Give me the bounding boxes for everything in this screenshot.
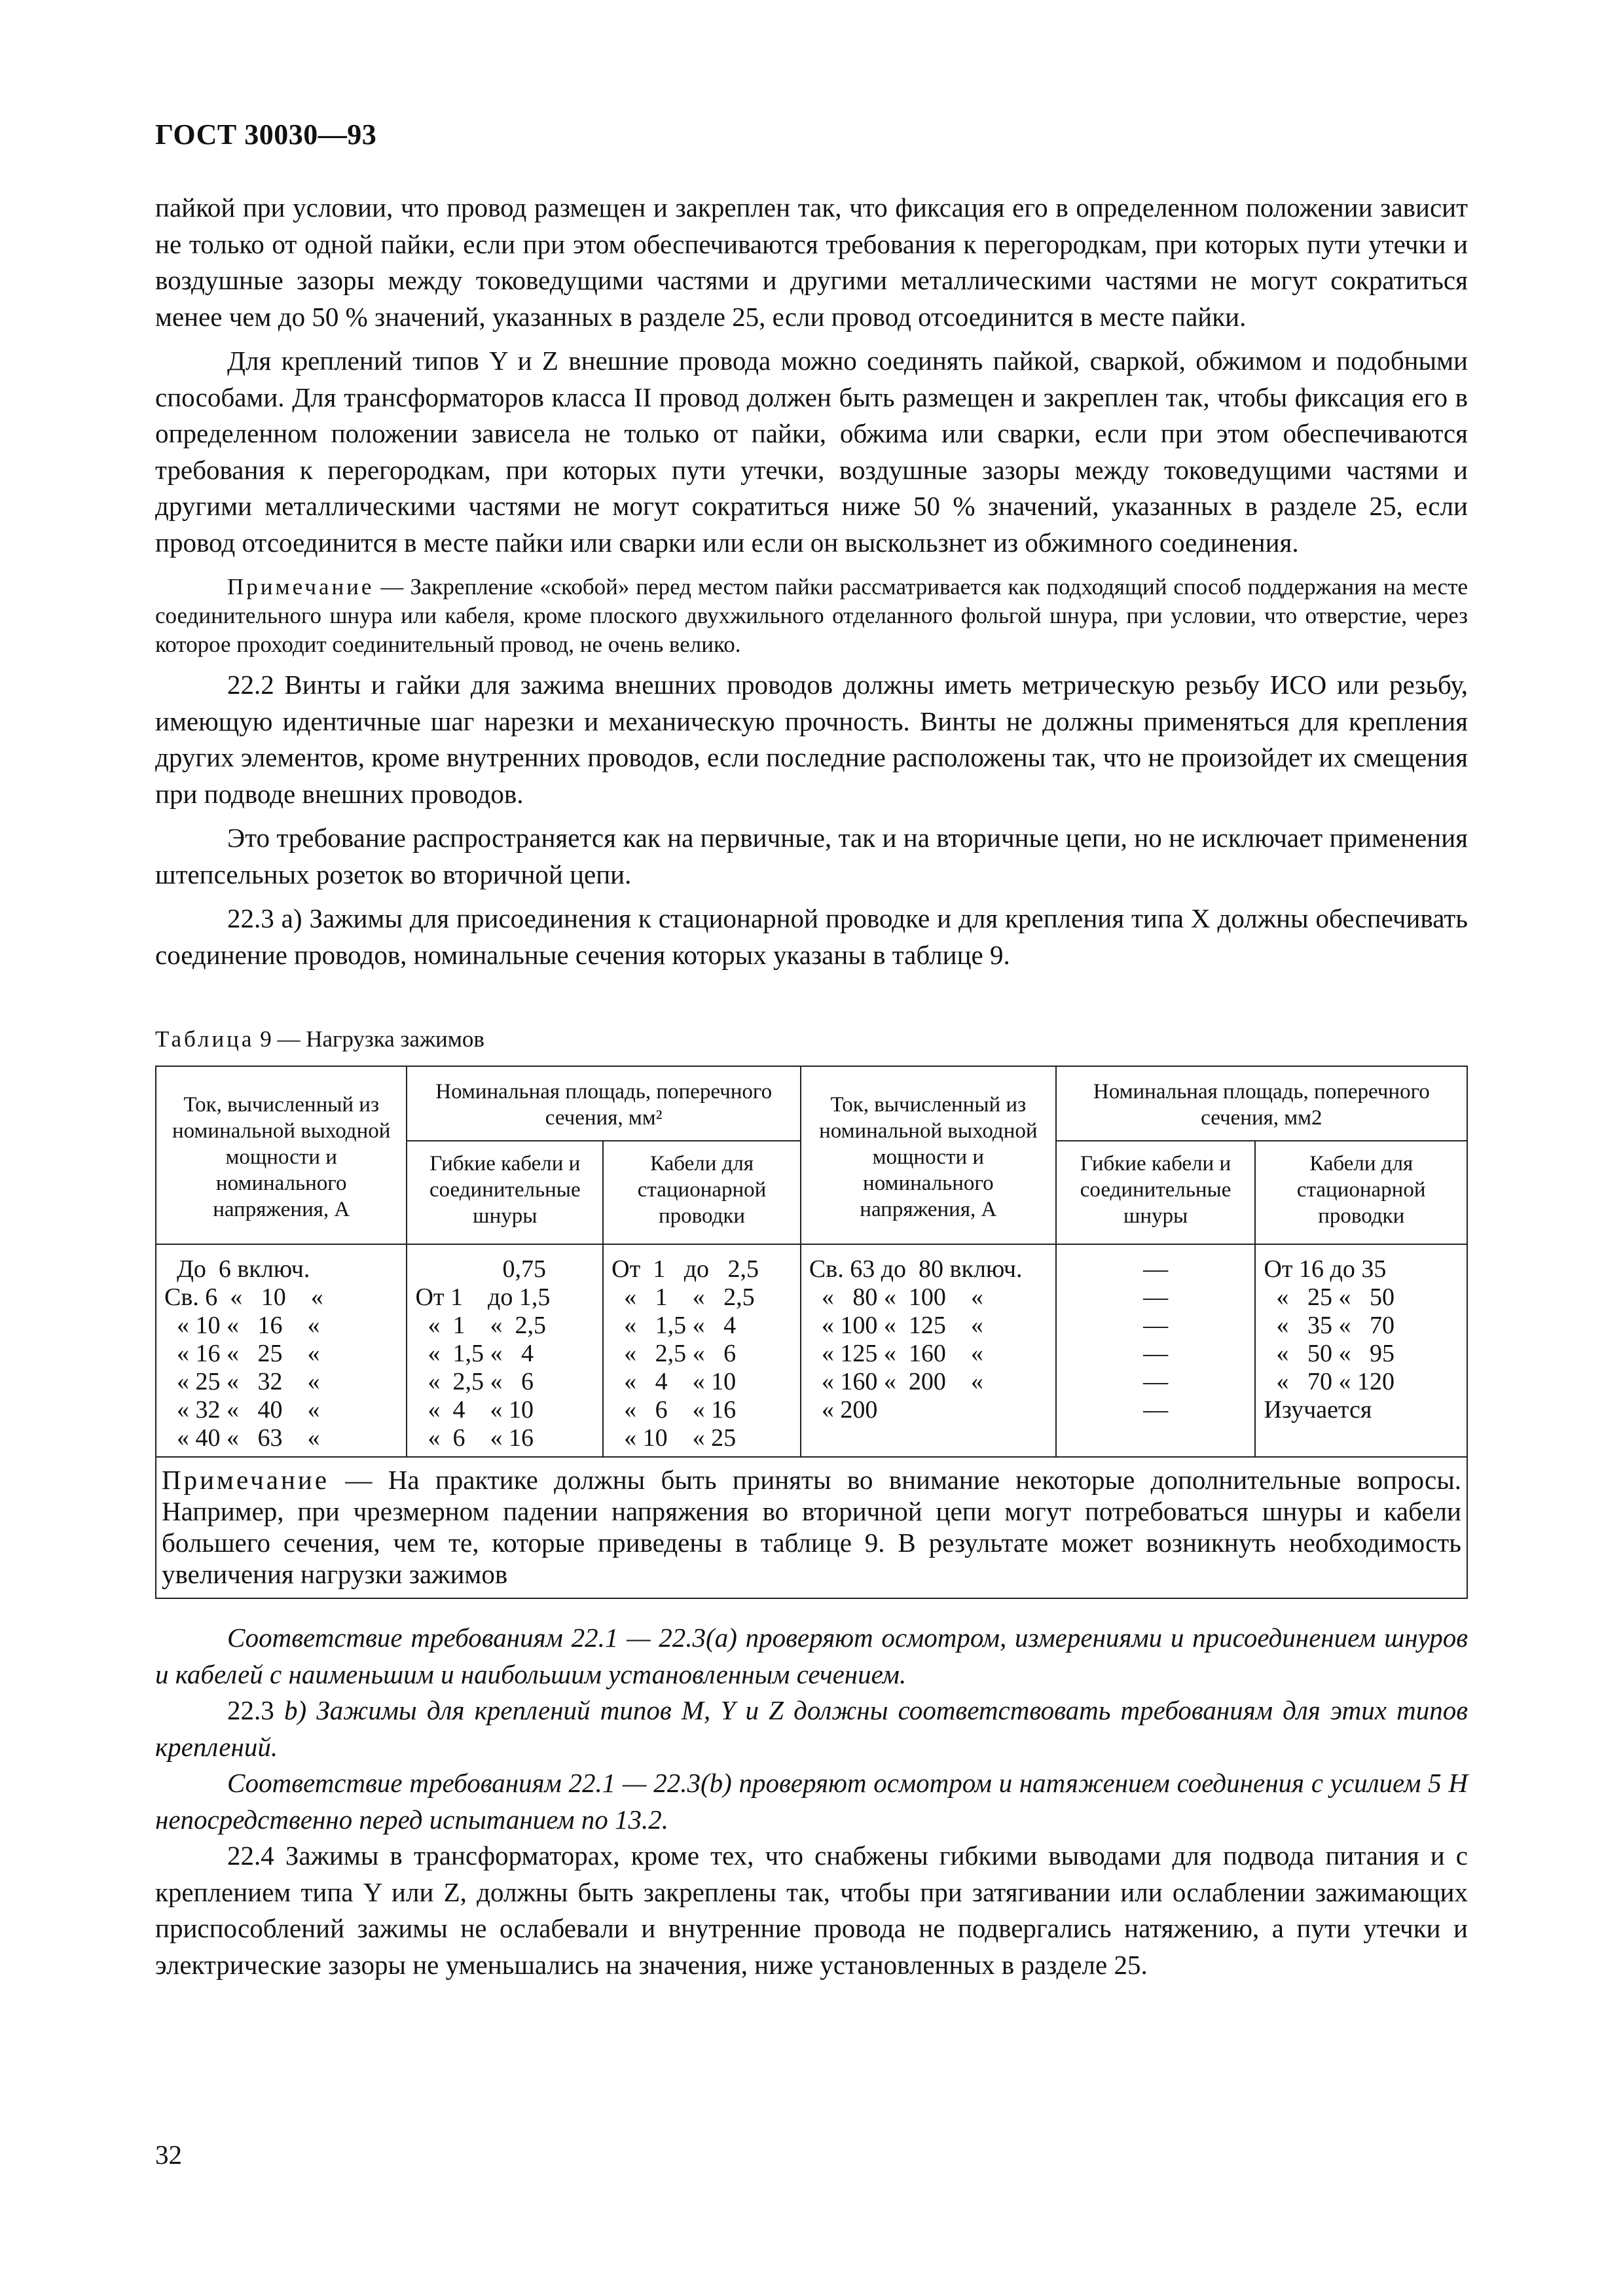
table-header-current: Ток, вычисленный из номинальной выходной мощности и номинального напряжения, А [156,1066,407,1244]
table-caption-label: Таблица [155,1026,255,1052]
table-header-fixed: Кабели для стационарной проводки [603,1141,801,1244]
note [155,573,1468,659]
paragraph-italic: Соответствие требованиям 22.1 — 22.3(b) проверяют осмотром и натяжением соединения с усилием 5 Н непосредственно перед испытанием по 13.2. [155,1768,1468,1835]
table-header-area: Номинальная площадь, поперечного сечения, мм2 [1056,1066,1467,1141]
paragraph: 22.4 Зажимы в трансформаторах, кроме тех, что снабжены гибкими выводами для подвода питания и с креплением типа Y или Z, должны быть закреплены так, чтобы при затягивании или ослаблении зажимающих приспособлений зажимы не ослабевали и внутренние провода не подвергались натяжению, а пути утечки и электрические зазоры не уменьшались на значения, ниже установленных в разделе 25. [155,1840,1468,1980]
note-label: Примечание [227,574,374,600]
paragraph-italic [155,1693,1468,1765]
paragraph: пайкой при условии, что провод размещен и закреплен так, что фиксация его в определенном положении зависит не только от одной пайки, если при этом обеспечиваются требования к перегородкам, при которых пути утечки и воздушные зазоры между токоведущими частями и другими металлическими частями не могут сократиться менее чем до 50 % значений, указанных в разделе 25, если провод отсоединится в месте пайки. [155,192,1468,332]
table-caption [155,1026,484,1052]
body-text [155,190,1468,973]
document-header: ГОСТ 30030—93 [155,118,377,151]
table-cell-fixed: От 1 до 2,5 « 1 « 2,5 « 1,5 « 4 « 2,5 « 6 « 4 « 10 « 6 « 16 « 10 « 25 [611,1255,759,1452]
paragraph: 22.3 а) Зажимы для присоединения к стационарной проводке и для крепления типа X должны обеспечивать соединение проводов, номинальные сечения которых указаны в таблице 9. [155,903,1468,970]
table-cell-flexible: — — — — — — [1143,1255,1169,1424]
paragraph-italic: Соответствие требованиям 22.1 — 22.3(а) проверяют осмотром, измерениями и присоединением шнуров и кабелей с наименьшим и наибольшим установленным сечением. [155,1623,1468,1689]
paragraph: Для креплений типов Y и Z внешние провода можно соединять пайкой, сваркой, обжимом и подобными способами. Для трансформаторов класса II провод должен быть размещен и закреплен так, чтобы фиксация его в определенном положении зависела не только от пайки, обжима или сварки, если при этом обеспечиваются требования к перегородкам, при которых пути утечки, воздушные зазоры между токоведущими частями и другими металлическими частями не могут сократиться ниже 50 % значений, указанных в разделе 25, если провод отсоединится в месте пайки или сварки или если он выскользнет из обжимного соединения. [155,346,1468,558]
table-cell-current: Св. 63 до 80 включ. « 80 « 100 « « 100 « 125 « « 125 « 160 « « 160 « 200 « « 200 [809,1255,1023,1424]
clause-number: 22.3 [227,1695,284,1725]
table-header-area: Номинальная площадь, поперечного сечения, мм² [407,1066,800,1141]
table-cell-fixed: От 16 до 35 « 25 « 50 « 35 « 70 « 50 « 95 « 70 « 120 Изучается [1264,1255,1395,1424]
note-text: — Закрепление «скобой» перед местом пайки рассматривается как подходящий способ поддержания на месте соединительного шнура или кабеля, кроме плоского двухжильного отделанного фольгой шнура, при условии, что отверстие, через которое проходит соединительный провод, не очень велико. [155,574,1468,657]
table-note-text: — На практике должны быть приняты во внимание некоторые дополнительные вопросы. Например, при чрезмерном падении напряжения во вторичной цепи могут потребоваться шнуры и кабели большего сечения, чем те, которые приведены в таблице 9. В результате может возникнуть необходимость увеличения нагрузки зажимов [162,1465,1461,1589]
table-note-label: Примечание [162,1465,330,1495]
table-note [156,1457,1467,1598]
paragraph: 22.2 Винты и гайки для зажима внешних проводов должны иметь метрическую резьбу ИСО или резьбу, имеющую идентичные шаг нарезки и механическую прочность. Винты не должны применяться для крепления других элементов, кроме внутренних проводов, если последние расположены так, что не произойдет их смещения при подводе внешних проводов. [155,670,1468,809]
table-9 [155,1066,1468,1599]
table-header-fixed: Кабели для стационарной проводки [1255,1141,1467,1244]
table-header-flexible: Гибкие кабели и соединительные шнуры [1056,1141,1256,1244]
table-cell-current: До 6 включ. Св. 6 « 10 « « 10 « 16 « « 16 « 25 « « 25 « 32 « « 32 « 40 « « 40 « 63 « [164,1255,323,1452]
clause-text: b) Зажимы для креплений типов М, Y и Z должны соответствовать требованиям для этих типов креплений. [155,1695,1468,1762]
page-number: 32 [155,2140,182,2170]
table-cell-flexible: 0,75 От 1 до 1,5 « 1 « 2,5 « 1,5 « 4 « 2,5 « 6 « 4 « 10 « 6 « 16 [415,1255,551,1452]
body-text-lower [155,1620,1468,1983]
paragraph: Это требование распространяется как на первичные, так и на вторичные цепи, но не исключает применения штепсельных розеток во вторичной цепи. [155,823,1468,889]
table-caption-title: 9 — Нагрузка зажимов [254,1026,484,1052]
table-header-flexible: Гибкие кабели и соединительные шнуры [407,1141,603,1244]
table-header-current: Ток, вычисленный из номинальной выходной мощности и номинального напряжения, А [801,1066,1056,1244]
